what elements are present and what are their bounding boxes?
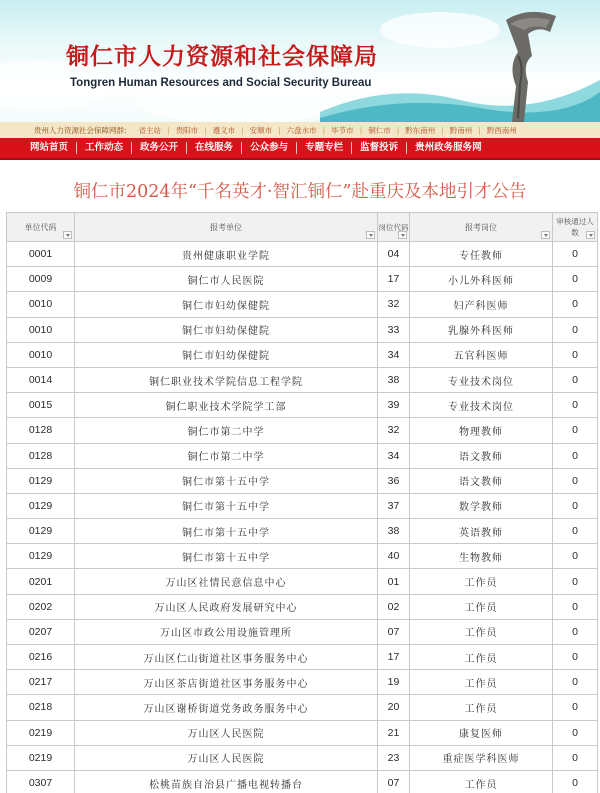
cell-passed-count: 0 <box>553 720 598 745</box>
cell-post-name: 工作员 <box>410 645 553 670</box>
cell-unit-name: 铜仁职业技术学院学工部 <box>75 393 378 418</box>
cell-post-code: 32 <box>378 418 410 443</box>
cell-post-name: 物理教师 <box>410 418 553 443</box>
cell-passed-count: 0 <box>553 443 598 468</box>
cell-passed-count: 0 <box>553 695 598 720</box>
nav-gov-affairs[interactable]: 政务公开 <box>132 142 187 154</box>
cell-unit-name: 铜仁市妇幼保健院 <box>75 317 378 342</box>
nav-public-participation[interactable]: 公众参与 <box>242 142 297 154</box>
cell-unit-code: 0015 <box>7 393 75 418</box>
cell-unit-name: 万山区社情民意信息中心 <box>75 569 378 594</box>
cell-unit-code: 0201 <box>7 569 75 594</box>
cell-unit-name: 铜仁市妇幼保健院 <box>75 292 378 317</box>
cell-passed-count: 0 <box>553 393 598 418</box>
site-banner <box>0 0 600 122</box>
cell-unit-code: 0202 <box>7 594 75 619</box>
cell-post-code: 07 <box>378 770 410 793</box>
table-row <box>7 594 598 619</box>
link-separator: | <box>167 125 170 135</box>
cell-passed-count: 0 <box>553 468 598 493</box>
cell-post-name: 重症医学科医师 <box>410 745 553 770</box>
table-row <box>7 267 598 292</box>
cell-unit-code: 0218 <box>7 695 75 720</box>
site-link[interactable]: 贵阳市 <box>175 125 199 135</box>
cell-unit-name: 铜仁职业技术学院信息工程学院 <box>75 367 378 392</box>
cell-post-code: 04 <box>378 242 410 267</box>
cell-post-code: 17 <box>378 645 410 670</box>
cell-unit-code: 0207 <box>7 619 75 644</box>
cell-unit-name: 铜仁市第十五中学 <box>75 519 378 544</box>
cell-unit-name: 万山区茶店街道社区事务服务中心 <box>75 670 378 695</box>
cell-passed-count: 0 <box>553 317 598 342</box>
cell-unit-name: 万山区谢桥街道党务政务服务中心 <box>75 695 378 720</box>
link-separator: | <box>441 125 444 135</box>
cell-passed-count: 0 <box>553 544 598 569</box>
table-body <box>7 242 598 793</box>
cell-post-code: 33 <box>378 317 410 342</box>
cell-unit-code: 0217 <box>7 670 75 695</box>
link-separator: | <box>278 125 281 135</box>
table-row <box>7 670 598 695</box>
mountain-rock-image <box>498 6 562 122</box>
cell-post-name: 生物教师 <box>410 544 553 569</box>
cell-post-code: 34 <box>378 443 410 468</box>
table-row <box>7 418 598 443</box>
link-separator: | <box>322 125 326 135</box>
cell-post-name: 工作员 <box>410 594 553 619</box>
cell-post-code: 19 <box>378 670 410 695</box>
column-header-label: 单位代码 <box>24 222 57 232</box>
cell-post-name: 工作员 <box>410 670 553 695</box>
link-separator: | <box>241 125 244 135</box>
table-row <box>7 367 598 392</box>
cell-unit-name: 万山区仁山街道社区事务服务中心 <box>75 645 378 670</box>
table-row <box>7 317 598 342</box>
cell-post-code: 39 <box>378 393 410 418</box>
site-link[interactable]: 铜仁市 <box>368 125 391 135</box>
cell-unit-code: 0307 <box>7 770 75 793</box>
site-link[interactable]: 黔南州 <box>449 125 473 135</box>
cell-passed-count: 0 <box>553 619 598 644</box>
link-separator: | <box>396 125 400 135</box>
cell-post-code: 37 <box>378 493 410 518</box>
cell-unit-code: 0128 <box>7 418 75 443</box>
cell-post-code: 01 <box>378 569 410 594</box>
cell-unit-name: 铜仁市第二中学 <box>75 443 378 468</box>
cell-unit-code: 0001 <box>7 242 75 267</box>
link-separator: | <box>478 125 481 135</box>
cloud-decoration <box>380 12 500 48</box>
cell-post-name: 语文教师 <box>410 443 553 468</box>
cell-post-code: 38 <box>378 367 410 392</box>
column-header-unit <box>75 213 378 242</box>
cell-passed-count: 0 <box>553 242 598 267</box>
cell-unit-name: 万山区人民医院 <box>75 745 378 770</box>
nav-complaints[interactable]: 监督投诉 <box>352 142 407 154</box>
cell-unit-name: 铜仁市第二中学 <box>75 418 378 443</box>
cell-unit-name: 贵州健康职业学院 <box>75 242 378 267</box>
cell-unit-code: 0129 <box>7 468 75 493</box>
table-row <box>7 770 598 793</box>
cell-post-name: 康复医师 <box>410 720 553 745</box>
cell-post-code: 38 <box>378 519 410 544</box>
column-header-label: 审核通过人数 <box>556 217 594 237</box>
nav-home[interactable]: 网站首页 <box>22 142 77 154</box>
filter-dropdown-icon[interactable] <box>366 231 375 239</box>
cell-unit-name: 铜仁市第十五中学 <box>75 493 378 518</box>
cell-post-code: 07 <box>378 619 410 644</box>
cell-passed-count: 0 <box>553 519 598 544</box>
announcement-title: 铜仁市2024年“千名英才·智汇铜仁”赴重庆及本地引才公告 <box>73 182 527 202</box>
cell-passed-count: 0 <box>553 418 598 443</box>
table-row <box>7 645 598 670</box>
site-link[interactable]: 黔西南州 <box>486 125 517 135</box>
cloud-decoration <box>140 84 340 122</box>
column-header-label: 岗位代码 <box>378 222 409 232</box>
cell-unit-code: 0216 <box>7 645 75 670</box>
table-row <box>7 720 598 745</box>
cell-unit-code: 0219 <box>7 720 75 745</box>
cell-post-name: 工作员 <box>410 695 553 720</box>
cell-unit-name: 铜仁市人民医院 <box>75 267 378 292</box>
cell-unit-code: 0129 <box>7 544 75 569</box>
cell-unit-code: 0014 <box>7 367 75 392</box>
cell-unit-name: 铜仁市第十五中学 <box>75 544 378 569</box>
nav-work-news[interactable]: 工作动态 <box>77 142 132 154</box>
site-group-links <box>0 122 600 138</box>
column-header-label: 报考岗位 <box>465 222 497 232</box>
table-row <box>7 292 598 317</box>
cell-passed-count: 0 <box>553 493 598 518</box>
cell-unit-name: 铜仁市第十五中学 <box>75 468 378 493</box>
table-row <box>7 443 598 468</box>
site-subtitle: Tongren Human Resources and Social Security Bureau <box>70 77 372 89</box>
cell-post-name: 小儿外科医师 <box>410 267 553 292</box>
table-row <box>7 745 598 770</box>
cell-passed-count: 0 <box>553 645 598 670</box>
filter-dropdown-icon[interactable] <box>63 231 72 239</box>
site-link[interactable]: 六盘水市 <box>286 125 317 135</box>
column-header-post-code <box>378 213 410 242</box>
table-row <box>7 695 598 720</box>
cell-passed-count: 0 <box>553 594 598 619</box>
table-header-row <box>7 213 598 242</box>
table-row <box>7 393 598 418</box>
cell-unit-code: 0010 <box>7 317 75 342</box>
cell-unit-code: 0010 <box>7 292 75 317</box>
cell-unit-name: 万山区人民医院 <box>75 720 378 745</box>
cell-post-code: 17 <box>378 267 410 292</box>
cell-post-name: 工作员 <box>410 770 553 793</box>
cell-post-name: 英语教师 <box>410 519 553 544</box>
cell-unit-code: 0129 <box>7 519 75 544</box>
table-row <box>7 242 598 267</box>
cell-post-name: 妇产科医师 <box>410 292 553 317</box>
cell-post-code: 23 <box>378 745 410 770</box>
column-header-label: 报考单位 <box>210 222 242 232</box>
main-nav <box>0 138 600 160</box>
site-link[interactable]: 黔东南州 <box>405 125 436 135</box>
cell-unit-code: 0219 <box>7 745 75 770</box>
site-link[interactable]: 毕节市 <box>331 125 354 135</box>
column-header-passed <box>553 213 598 242</box>
cell-unit-code: 0128 <box>7 443 75 468</box>
cell-post-code: 36 <box>378 468 410 493</box>
cell-passed-count: 0 <box>553 292 598 317</box>
cell-passed-count: 0 <box>553 342 598 367</box>
filter-dropdown-icon[interactable] <box>398 231 407 239</box>
table-row <box>7 493 598 518</box>
table-row <box>7 468 598 493</box>
column-header-post <box>410 213 553 242</box>
site-group-label: 贵州人力资源社会保障网群: <box>34 125 127 135</box>
site-link[interactable]: 安顺市 <box>249 125 273 135</box>
cell-post-name: 五官科医师 <box>410 342 553 367</box>
table-row <box>7 544 598 569</box>
cell-unit-name: 万山区市政公用设施管理所 <box>75 619 378 644</box>
nav-online-service[interactable]: 在线服务 <box>187 142 242 154</box>
cell-unit-name: 铜仁市妇幼保健院 <box>75 342 378 367</box>
column-header-code <box>7 213 75 242</box>
cell-post-code: 34 <box>378 342 410 367</box>
cell-post-name: 工作员 <box>410 619 553 644</box>
cell-passed-count: 0 <box>553 745 598 770</box>
cell-unit-name: 万山区人民政府发展研究中心 <box>75 594 378 619</box>
cell-unit-code: 0129 <box>7 493 75 518</box>
site-title: 铜仁市人力资源和社会保障局 <box>66 43 378 70</box>
cell-passed-count: 0 <box>553 770 598 793</box>
table-row <box>7 619 598 644</box>
table-row <box>7 519 598 544</box>
cell-unit-code: 0010 <box>7 342 75 367</box>
nav-special-topics[interactable]: 专题专栏 <box>297 142 352 154</box>
cell-post-name: 专任教师 <box>410 242 553 267</box>
cell-post-name: 数学教师 <box>410 493 553 518</box>
site-link[interactable]: 省主站 <box>138 125 162 135</box>
cell-passed-count: 0 <box>553 267 598 292</box>
cell-post-code: 02 <box>378 594 410 619</box>
cell-post-name: 专业技术岗位 <box>410 367 553 392</box>
filter-dropdown-icon[interactable] <box>541 231 550 239</box>
cell-unit-code: 0009 <box>7 267 75 292</box>
table-row <box>7 342 598 367</box>
cell-passed-count: 0 <box>553 569 598 594</box>
cell-post-name: 语文教师 <box>410 468 553 493</box>
applicant-table <box>6 212 597 793</box>
cell-post-name: 工作员 <box>410 569 553 594</box>
cell-post-name: 专业技术岗位 <box>410 393 553 418</box>
cell-passed-count: 0 <box>553 670 598 695</box>
cell-passed-count: 0 <box>553 367 598 392</box>
cell-post-name: 乳腺外科医师 <box>410 317 553 342</box>
site-link[interactable]: 遵义市 <box>212 125 236 135</box>
link-separator: | <box>204 125 207 135</box>
link-separator: | <box>359 125 363 135</box>
cell-post-code: 21 <box>378 720 410 745</box>
nav-gov-service-network[interactable]: 贵州政务服务网 <box>415 142 482 153</box>
cell-post-code: 40 <box>378 544 410 569</box>
cell-post-code: 20 <box>378 695 410 720</box>
cell-unit-name: 松桃苗族自治县广播电视转播台 <box>75 770 378 793</box>
filter-dropdown-icon[interactable] <box>586 231 595 239</box>
table-row <box>7 569 598 594</box>
cell-post-code: 32 <box>378 292 410 317</box>
